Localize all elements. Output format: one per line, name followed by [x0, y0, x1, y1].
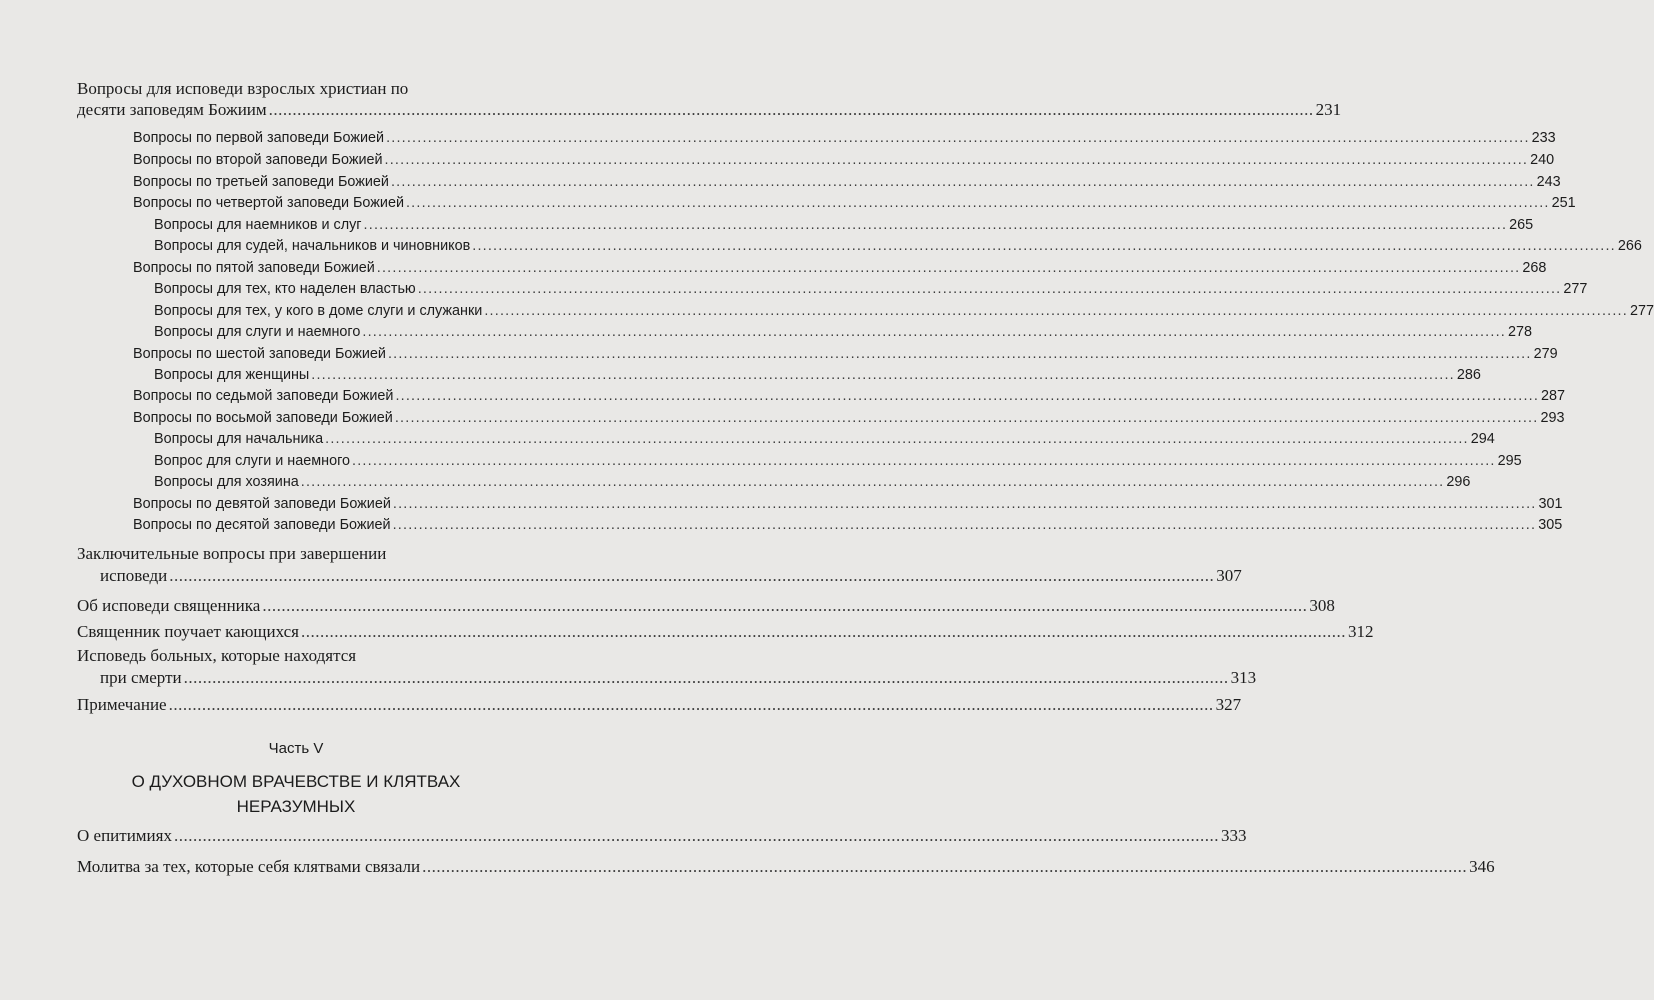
dot-leader: ............................................................................................................................................................................................................................ [422, 857, 1468, 876]
toc-entry-line-1: Исповедь больных, которые находятся [77, 646, 357, 665]
dot-leader: ............................................................................................................................................................................................................................ [392, 517, 1537, 533]
toc-entry-page: 294 [1470, 431, 1495, 447]
toc-entry-title: Вопросы для слуги и наемного [154, 324, 361, 340]
toc-entry-title: Вопросы для тех, у кого в доме слуги и служанки [154, 303, 483, 319]
toc-entry-page: 243 [1536, 174, 1561, 190]
toc-entry[interactable] [133, 386, 1566, 406]
dot-leader: ............................................................................................................................................................................................................................ [417, 281, 1562, 297]
toc-entry[interactable] [154, 301, 1654, 321]
toc-entry-page: 313 [1230, 668, 1257, 687]
toc-entry[interactable] [133, 258, 1547, 278]
dot-leader: ............................................................................................................................................................................................................................ [387, 346, 1532, 362]
toc-entry[interactable] [77, 596, 1335, 616]
toc-entry-page: 278 [1507, 324, 1532, 340]
toc-entry-title: Вопросы по третьей заповеди Божией [133, 174, 389, 190]
toc-entry-page: 305 [1538, 517, 1563, 533]
dot-leader: ............................................................................................................................................................................................................................ [484, 303, 1628, 319]
dot-leader: ............................................................................................................................................................................................................................ [268, 100, 1314, 119]
toc-entry[interactable] [133, 172, 1561, 192]
toc-entry[interactable] [100, 668, 1257, 688]
toc-entry-line-1: Вопросы для исповеди взрослых христиан по [77, 79, 409, 98]
part-label: Часть V [268, 740, 324, 757]
toc-entry[interactable] [77, 622, 1374, 642]
dot-leader: ............................................................................................................................................................................................................................ [395, 388, 1540, 404]
toc-entry-page: 346 [1469, 857, 1495, 876]
dot-leader: ............................................................................................................................................................................................................................ [168, 695, 1214, 714]
toc-entry[interactable] [133, 193, 1576, 213]
toc-entry-page: 333 [1220, 826, 1247, 845]
toc-entry-title: Вопросы для тех, кто наделен властью [154, 281, 416, 297]
toc-entry[interactable] [154, 215, 1534, 235]
toc-entry-title: Вопросы для женщины [154, 367, 310, 383]
toc-entry-title: Вопросы по восьмой заповеди Божией [133, 410, 393, 426]
toc-entry-page: 286 [1456, 367, 1481, 383]
toc-entry[interactable] [154, 279, 1588, 299]
toc-entry-title: Вопросы по шестой заповеди Божией [133, 346, 386, 362]
toc-entry[interactable] [133, 128, 1556, 148]
toc-entry-page: 287 [1541, 388, 1566, 404]
toc-entry-page: 277 [1563, 281, 1588, 297]
toc-entry-page: 307 [1216, 566, 1242, 585]
toc-entry-title: Примечание [77, 695, 167, 714]
toc-entry-page: 279 [1533, 346, 1558, 362]
dot-leader: ............................................................................................................................................................................................................................ [384, 152, 1529, 168]
toc-entry-title: Вопросы для хозяина [154, 474, 299, 490]
toc-entry-page: 266 [1617, 238, 1642, 254]
toc-entry-title: Вопросы по пятой заповеди Божией [133, 260, 375, 276]
toc-entry-page: 240 [1530, 152, 1555, 168]
toc-entry-page: 233 [1531, 130, 1556, 146]
dot-leader: ............................................................................................................................................................................................................................ [472, 238, 1616, 254]
toc-entry-title: Вопросы по второй заповеди Божией [133, 152, 383, 168]
toc-entry-title: Вопросы по первой заповеди Божией [133, 130, 385, 146]
toc-entry-page: 308 [1309, 596, 1335, 615]
dot-leader: ............................................................................................................................................................................................................................ [392, 496, 1537, 512]
dot-leader: ............................................................................................................................................................................................................................ [300, 474, 1445, 490]
dot-leader: ............................................................................................................................................................................................................................ [362, 324, 1506, 340]
toc-entry-page: 231 [1315, 100, 1342, 119]
dot-leader: ............................................................................................................................................................................................................................ [311, 367, 1455, 383]
toc-entry[interactable] [100, 566, 1242, 586]
toc-entry-page: 277 [1629, 303, 1654, 319]
part-title-line-1: О ДУХОВНОМ ВРАЧЕВСТВЕ И КЛЯТВАХ [131, 772, 461, 791]
toc-entry-page: 268 [1522, 260, 1547, 276]
toc-entry-page: 296 [1446, 474, 1471, 490]
toc-entry-page: 251 [1551, 195, 1576, 211]
toc-entry-title: Вопросы для начальника [154, 431, 324, 447]
toc-entry-title: исповеди [100, 566, 168, 585]
toc-entry-page: 265 [1509, 217, 1534, 233]
toc-entry-title: Вопросы по девятой заповеди Божией [133, 496, 391, 512]
dot-leader: ............................................................................................................................................................................................................................ [386, 130, 1530, 146]
toc-entry-title: Вопросы для судей, начальников и чиновников [154, 238, 471, 254]
toc-entry-title: Вопрос для слуги и наемного [154, 453, 351, 469]
toc-entry[interactable] [133, 344, 1558, 364]
toc-entry[interactable] [154, 451, 1522, 471]
toc-entry[interactable] [154, 236, 1642, 256]
toc-entry-title: Священник поучает кающихся [77, 622, 299, 641]
toc-entry[interactable] [77, 695, 1242, 715]
toc-entry-line-1: Заключительные вопросы при завершении [77, 544, 387, 563]
dot-leader: ............................................................................................................................................................................................................................ [325, 431, 1469, 447]
toc-entry-title: Вопросы по десятой заповеди Божией [133, 517, 391, 533]
toc-entry[interactable] [154, 429, 1495, 449]
toc-entry-title: О епитимиях [77, 826, 172, 845]
toc-entry[interactable] [133, 515, 1563, 535]
toc-entry[interactable] [77, 100, 1342, 120]
part-title-line-2: НЕРАЗУМНЫХ [236, 797, 356, 816]
toc-entry[interactable] [154, 322, 1532, 342]
dot-leader: ............................................................................................................................................................................................................................ [352, 453, 1496, 469]
toc-entry-title: Вопросы для наемников и слуг [154, 217, 362, 233]
dot-leader: ............................................................................................................................................................................................................................ [183, 668, 1229, 687]
toc-entry[interactable] [133, 408, 1565, 428]
dot-leader: ............................................................................................................................................................................................................................ [376, 260, 1521, 276]
toc-entry[interactable] [154, 365, 1481, 385]
dot-leader: ............................................................................................................................................................................................................................ [262, 596, 1308, 615]
toc-entry-page: 295 [1497, 453, 1522, 469]
toc-entry-title: Молитва за тех, которые себя клятвами связали [77, 857, 421, 876]
toc-entry-title: Вопросы по четвертой заповеди Божией [133, 195, 404, 211]
toc-entry-title: десяти заповедям Божиим [77, 100, 267, 119]
toc-entry-page: 327 [1215, 695, 1242, 714]
toc-entry[interactable] [133, 150, 1555, 170]
dot-leader: ............................................................................................................................................................................................................................ [390, 174, 1535, 190]
dot-leader: ............................................................................................................................................................................................................................ [173, 826, 1219, 845]
toc-entry[interactable] [154, 472, 1471, 492]
toc-entry[interactable] [77, 826, 1247, 846]
dot-leader: ............................................................................................................................................................................................................................ [405, 195, 1550, 211]
toc-entry[interactable] [77, 857, 1495, 877]
toc-entry-page: 293 [1540, 410, 1565, 426]
toc-entry-title: Об исповеди священника [77, 596, 261, 615]
toc-entry-title: Вопросы по седьмой заповеди Божией [133, 388, 394, 404]
dot-leader: ............................................................................................................................................................................................................................ [300, 622, 1346, 641]
toc-entry[interactable] [133, 494, 1563, 514]
dot-leader: ............................................................................................................................................................................................................................ [363, 217, 1508, 233]
dot-leader: ............................................................................................................................................................................................................................ [169, 566, 1215, 585]
toc-entry-title: при смерти [100, 668, 182, 687]
toc-entry-page: 312 [1347, 622, 1374, 641]
dot-leader: ............................................................................................................................................................................................................................ [394, 410, 1539, 426]
toc-entry-page: 301 [1538, 496, 1563, 512]
